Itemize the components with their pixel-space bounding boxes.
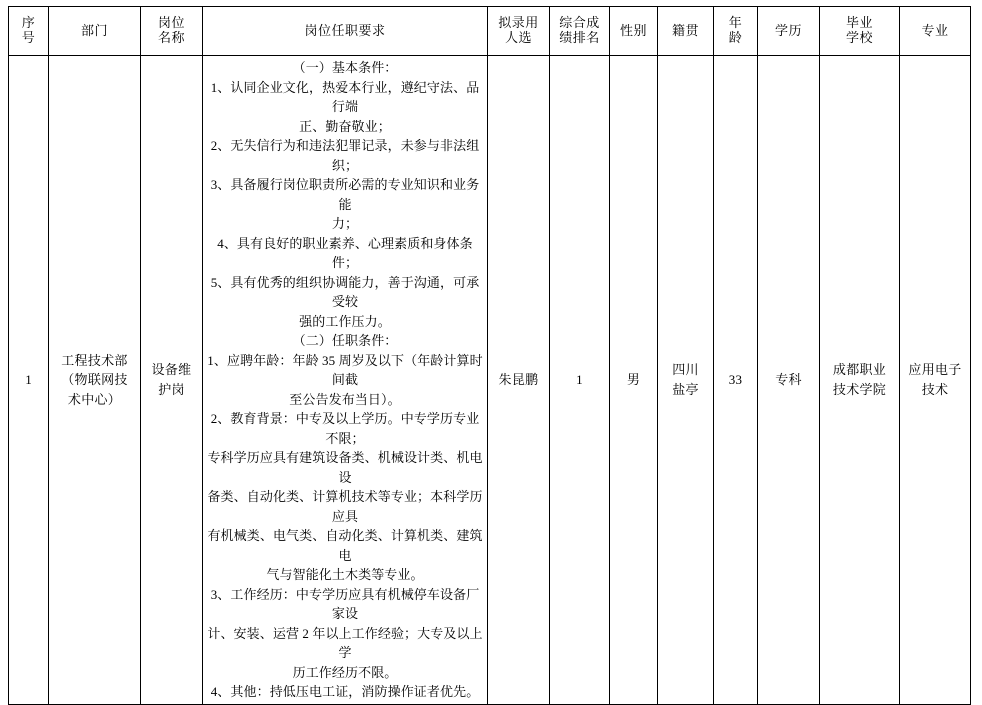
- cell-dept-line2: （物联网技: [61, 372, 128, 387]
- cell-major: [900, 56, 971, 705]
- column-header-requirements: [203, 7, 488, 56]
- requirement-line-12: 至公告发布当日）。: [289, 391, 401, 407]
- table-body: [9, 56, 971, 705]
- column-header-age-line2: 龄: [728, 30, 743, 45]
- requirement-line-13: 2、教育背景：中专及以上学历。中专学历专业不限；: [210, 411, 480, 446]
- cell-post-line1: 设备维: [151, 362, 192, 378]
- cell-school-line1: 成都职业: [832, 362, 887, 378]
- column-header-rank: [550, 7, 610, 56]
- column-header-education: [758, 7, 820, 56]
- cell-school-line2: 技术学院: [832, 381, 887, 397]
- column-header-native-place: [658, 7, 714, 56]
- cell-gender: 男: [610, 56, 658, 705]
- requirement-line-17: 气与智能化土木类等专业。: [266, 567, 424, 582]
- requirement-line-5: 3、具备履行岗位职责所必需的专业知识和业务能: [210, 177, 480, 212]
- column-header-major: [900, 7, 971, 56]
- cell-post: [141, 56, 203, 705]
- cell-major-line1: 应用电子: [908, 362, 962, 378]
- column-header-native-place-label: 籍贯: [671, 23, 699, 39]
- requirement-line-6: 力；: [331, 216, 359, 231]
- cell-dept: [49, 56, 141, 705]
- column-header-gender-label: 性别: [619, 23, 647, 39]
- requirement-line-3: 正、勤奋敬业；: [299, 118, 391, 134]
- requirement-line-10: （二）任职条件：: [292, 333, 398, 348]
- column-header-requirements-label: 岗位任职要求: [304, 23, 386, 39]
- column-header-age: [714, 7, 758, 56]
- cell-requirements: [203, 56, 488, 705]
- column-header-seq-line2: 号: [21, 30, 36, 45]
- cell-dept-line3: 术中心）: [67, 391, 122, 407]
- cell-native-place-line1: 四川: [672, 362, 699, 378]
- cell-candidate: 朱昆鹏: [488, 56, 550, 705]
- column-header-post-line1: 岗位: [157, 15, 185, 31]
- cell-native-place-line2: 盐亭: [672, 381, 699, 397]
- requirement-line-8: 5、具有优秀的组织协调能力，善于沟通，可承受较: [210, 274, 480, 309]
- column-header-candidate-line1: 拟录用: [498, 15, 539, 31]
- column-header-candidate: [488, 7, 550, 56]
- requirement-line-20: 历工作经历不限。: [292, 664, 398, 680]
- cell-seq: 1: [9, 56, 49, 705]
- requirement-line-18: 3、工作经历：中专学历应具有机械停车设备厂家设: [210, 586, 480, 621]
- cell-major-line2: 技术: [921, 381, 949, 397]
- recruitment-result-table: [8, 6, 971, 705]
- cell-native-place: [658, 56, 714, 705]
- requirement-line-2: 1、认同企业文化，热爱本行业，遵纪守法、品行端: [210, 79, 480, 114]
- cell-dept-line1: 工程技术部: [61, 352, 128, 368]
- column-header-seq-line1: 序: [21, 15, 36, 31]
- requirement-line-14: 专科学历应具有建筑设备类、机械设计类、机电设: [207, 450, 483, 485]
- requirement-line-11: 1、应聘年龄：年龄 35 周岁及以下（年龄计算时间截: [207, 352, 483, 387]
- cell-education: 专科: [758, 56, 820, 705]
- table-row: [9, 56, 971, 705]
- column-header-gender: [610, 7, 658, 56]
- table-header: [9, 7, 971, 56]
- requirement-line-15: 备类、自动化类、计算机技术等专业；本科学历应具: [207, 489, 483, 524]
- column-header-rank-line2: 绩排名: [559, 30, 600, 45]
- column-header-major-label: 专业: [921, 23, 949, 39]
- column-header-dept-label: 部门: [80, 23, 108, 39]
- table-header-row: [9, 7, 971, 56]
- column-header-age-line1: 年: [728, 15, 743, 31]
- requirement-line-16: 有机械类、电气类、自动化类、计算机类、建筑电: [207, 528, 483, 563]
- column-header-education-label: 学历: [774, 23, 802, 39]
- requirement-line-21: 4、其他：持低压电工证，消防操作证者优先。: [210, 684, 480, 699]
- cell-rank: 1: [550, 56, 610, 705]
- cell-post-line2: 护岗: [158, 381, 185, 397]
- column-header-candidate-line2: 人选: [504, 30, 532, 45]
- column-header-rank-line1: 综合成: [559, 15, 600, 31]
- column-header-school: [820, 7, 900, 56]
- cell-age: 33: [714, 56, 758, 705]
- column-header-school-line2: 学校: [845, 30, 873, 45]
- column-header-post: [141, 7, 203, 56]
- column-header-post-line2: 名称: [157, 30, 185, 45]
- column-header-dept: [49, 7, 141, 56]
- requirement-line-4: 2、无失信行为和违法犯罪记录，未参与非法组织；: [210, 138, 480, 173]
- column-header-school-line1: 毕业: [845, 15, 873, 31]
- requirement-line-19: 计、安装、运营 2 年以上工作经验；大专及以上学: [207, 625, 483, 660]
- cell-school: [820, 56, 900, 705]
- requirement-line-7: 4、具有良好的职业素养、心理素质和身体条件；: [217, 235, 473, 270]
- requirement-line-9: 强的工作压力。: [299, 313, 391, 329]
- requirement-line-1: （一）基本条件：: [292, 60, 398, 75]
- column-header-seq: [9, 7, 49, 56]
